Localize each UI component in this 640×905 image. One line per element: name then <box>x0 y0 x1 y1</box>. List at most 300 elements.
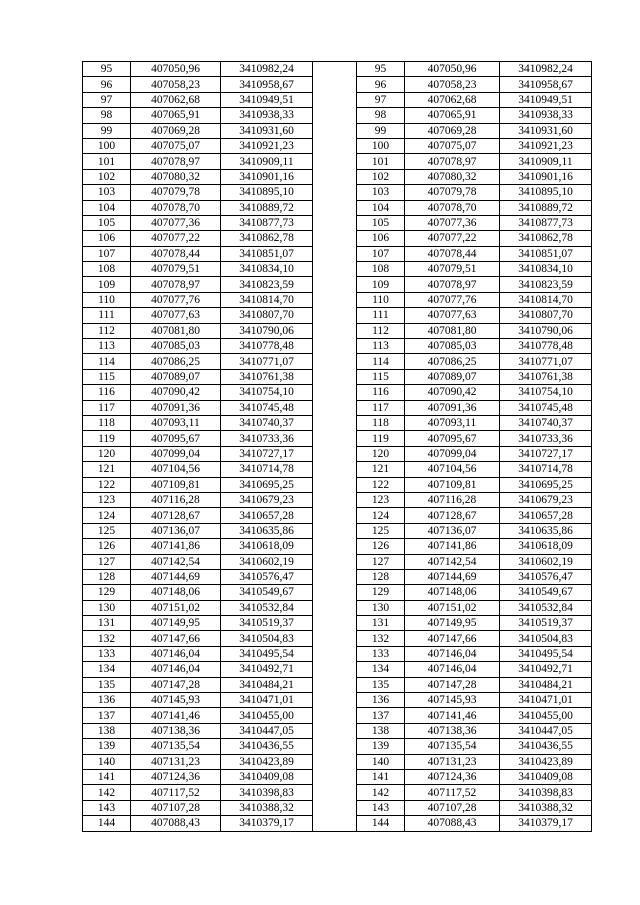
table-row <box>83 200 592 215</box>
right-point-number-cell: 136 <box>357 693 405 708</box>
right-x-coordinate-cell: 407065,91 <box>405 108 500 123</box>
right-y-coordinate-cell: 3410447,05 <box>500 723 592 738</box>
right-x-coordinate-cell: 407085,03 <box>405 339 500 354</box>
right-x-coordinate-cell: 407136,07 <box>405 523 500 538</box>
left-y-coordinate-cell: 3410740,37 <box>221 415 313 430</box>
left-x-coordinate-cell: 407062,68 <box>131 92 221 107</box>
right-x-coordinate-cell: 407151,02 <box>405 600 500 615</box>
column-separator <box>313 446 357 461</box>
right-point-number-cell: 105 <box>357 215 405 230</box>
right-x-coordinate-cell: 407146,04 <box>405 646 500 661</box>
table-row <box>83 62 592 77</box>
column-separator <box>313 739 357 754</box>
left-x-coordinate-cell: 407077,22 <box>131 231 221 246</box>
table-row <box>83 554 592 569</box>
left-point-number-cell: 128 <box>83 569 131 584</box>
right-y-coordinate-cell: 3410602,19 <box>500 554 592 569</box>
left-point-number-cell: 143 <box>83 800 131 815</box>
right-x-coordinate-cell: 407099,04 <box>405 446 500 461</box>
column-separator <box>313 62 357 77</box>
right-y-coordinate-cell: 3410931,60 <box>500 123 592 138</box>
column-separator <box>313 816 357 831</box>
table-row <box>83 169 592 184</box>
column-separator <box>313 400 357 415</box>
left-point-number-cell: 131 <box>83 616 131 631</box>
column-separator <box>313 585 357 600</box>
right-x-coordinate-cell: 407146,04 <box>405 662 500 677</box>
left-x-coordinate-cell: 407065,91 <box>131 108 221 123</box>
left-point-number-cell: 120 <box>83 446 131 461</box>
left-x-coordinate-cell: 407050,96 <box>131 62 221 77</box>
left-x-coordinate-cell: 407151,02 <box>131 600 221 615</box>
column-separator <box>313 523 357 538</box>
left-y-coordinate-cell: 3410695,25 <box>221 477 313 492</box>
left-y-coordinate-cell: 3410814,70 <box>221 292 313 307</box>
left-point-number-cell: 108 <box>83 262 131 277</box>
left-point-number-cell: 113 <box>83 339 131 354</box>
left-x-coordinate-cell: 407141,46 <box>131 708 221 723</box>
right-point-number-cell: 129 <box>357 585 405 600</box>
left-point-number-cell: 126 <box>83 539 131 554</box>
right-x-coordinate-cell: 407077,63 <box>405 308 500 323</box>
left-x-coordinate-cell: 407086,25 <box>131 354 221 369</box>
table-row <box>83 662 592 677</box>
column-separator <box>313 385 357 400</box>
left-x-coordinate-cell: 407069,28 <box>131 123 221 138</box>
right-x-coordinate-cell: 407078,97 <box>405 154 500 169</box>
right-y-coordinate-cell: 3410909,11 <box>500 154 592 169</box>
right-y-coordinate-cell: 3410495,54 <box>500 646 592 661</box>
right-y-coordinate-cell: 3410889,72 <box>500 200 592 215</box>
left-point-number-cell: 130 <box>83 600 131 615</box>
right-point-number-cell: 113 <box>357 339 405 354</box>
left-x-coordinate-cell: 407091,36 <box>131 400 221 415</box>
right-point-number-cell: 122 <box>357 477 405 492</box>
right-point-number-cell: 118 <box>357 415 405 430</box>
left-point-number-cell: 132 <box>83 631 131 646</box>
table-row <box>83 431 592 446</box>
left-point-number-cell: 98 <box>83 108 131 123</box>
left-y-coordinate-cell: 3410771,07 <box>221 354 313 369</box>
left-point-number-cell: 134 <box>83 662 131 677</box>
column-separator <box>313 723 357 738</box>
left-x-coordinate-cell: 407144,69 <box>131 569 221 584</box>
right-x-coordinate-cell: 407069,28 <box>405 123 500 138</box>
column-separator <box>313 185 357 200</box>
left-y-coordinate-cell: 3410901,16 <box>221 169 313 184</box>
table-row <box>83 154 592 169</box>
left-point-number-cell: 137 <box>83 708 131 723</box>
left-x-coordinate-cell: 407117,52 <box>131 785 221 800</box>
left-y-coordinate-cell: 3410834,10 <box>221 262 313 277</box>
coordinate-table-body <box>83 62 592 832</box>
right-point-number-cell: 111 <box>357 308 405 323</box>
left-y-coordinate-cell: 3410895,10 <box>221 185 313 200</box>
table-row <box>83 138 592 153</box>
right-point-number-cell: 140 <box>357 754 405 769</box>
left-point-number-cell: 104 <box>83 200 131 215</box>
left-x-coordinate-cell: 407078,97 <box>131 154 221 169</box>
right-y-coordinate-cell: 3410532,84 <box>500 600 592 615</box>
left-y-coordinate-cell: 3410602,19 <box>221 554 313 569</box>
left-point-number-cell: 127 <box>83 554 131 569</box>
right-x-coordinate-cell: 407075,07 <box>405 138 500 153</box>
table-row <box>83 92 592 107</box>
left-y-coordinate-cell: 3410576,47 <box>221 569 313 584</box>
table-row <box>83 723 592 738</box>
left-point-number-cell: 125 <box>83 523 131 538</box>
left-point-number-cell: 95 <box>83 62 131 77</box>
table-row <box>83 539 592 554</box>
column-separator <box>313 323 357 338</box>
left-point-number-cell: 99 <box>83 123 131 138</box>
right-y-coordinate-cell: 3410519,37 <box>500 616 592 631</box>
right-point-number-cell: 143 <box>357 800 405 815</box>
right-y-coordinate-cell: 3410895,10 <box>500 185 592 200</box>
right-y-coordinate-cell: 3410823,59 <box>500 277 592 292</box>
right-y-coordinate-cell: 3410733,36 <box>500 431 592 446</box>
left-y-coordinate-cell: 3410761,38 <box>221 369 313 384</box>
table-row <box>83 231 592 246</box>
left-y-coordinate-cell: 3410851,07 <box>221 246 313 261</box>
right-x-coordinate-cell: 407050,96 <box>405 62 500 77</box>
left-y-coordinate-cell: 3410379,17 <box>221 816 313 831</box>
table-row <box>83 508 592 523</box>
left-x-coordinate-cell: 407075,07 <box>131 138 221 153</box>
left-point-number-cell: 109 <box>83 277 131 292</box>
right-y-coordinate-cell: 3410745,48 <box>500 400 592 415</box>
table-row <box>83 246 592 261</box>
left-x-coordinate-cell: 407058,23 <box>131 77 221 92</box>
right-x-coordinate-cell: 407149,95 <box>405 616 500 631</box>
right-x-coordinate-cell: 407117,52 <box>405 785 500 800</box>
right-x-coordinate-cell: 407128,67 <box>405 508 500 523</box>
left-y-coordinate-cell: 3410532,84 <box>221 600 313 615</box>
table-row <box>83 616 592 631</box>
column-separator <box>313 339 357 354</box>
right-y-coordinate-cell: 3410484,21 <box>500 677 592 692</box>
left-point-number-cell: 133 <box>83 646 131 661</box>
left-y-coordinate-cell: 3410714,78 <box>221 462 313 477</box>
column-separator <box>313 169 357 184</box>
left-point-number-cell: 129 <box>83 585 131 600</box>
left-point-number-cell: 121 <box>83 462 131 477</box>
column-separator <box>313 785 357 800</box>
left-point-number-cell: 135 <box>83 677 131 692</box>
right-point-number-cell: 108 <box>357 262 405 277</box>
right-y-coordinate-cell: 3410901,16 <box>500 169 592 184</box>
left-y-coordinate-cell: 3410938,33 <box>221 108 313 123</box>
column-separator <box>313 215 357 230</box>
left-x-coordinate-cell: 407148,06 <box>131 585 221 600</box>
left-y-coordinate-cell: 3410484,21 <box>221 677 313 692</box>
left-y-coordinate-cell: 3410635,86 <box>221 523 313 538</box>
table-row <box>83 739 592 754</box>
right-point-number-cell: 114 <box>357 354 405 369</box>
left-point-number-cell: 96 <box>83 77 131 92</box>
right-x-coordinate-cell: 407116,28 <box>405 492 500 507</box>
left-point-number-cell: 116 <box>83 385 131 400</box>
right-y-coordinate-cell: 3410635,86 <box>500 523 592 538</box>
left-x-coordinate-cell: 407095,67 <box>131 431 221 446</box>
table-row <box>83 185 592 200</box>
right-x-coordinate-cell: 407124,36 <box>405 769 500 784</box>
right-y-coordinate-cell: 3410423,89 <box>500 754 592 769</box>
right-point-number-cell: 138 <box>357 723 405 738</box>
right-x-coordinate-cell: 407135,54 <box>405 739 500 754</box>
left-x-coordinate-cell: 407078,97 <box>131 277 221 292</box>
left-x-coordinate-cell: 407099,04 <box>131 446 221 461</box>
table-row <box>83 123 592 138</box>
table-row <box>83 415 592 430</box>
right-x-coordinate-cell: 407095,67 <box>405 431 500 446</box>
left-y-coordinate-cell: 3410447,05 <box>221 723 313 738</box>
right-y-coordinate-cell: 3410814,70 <box>500 292 592 307</box>
right-x-coordinate-cell: 407079,78 <box>405 185 500 200</box>
right-point-number-cell: 97 <box>357 92 405 107</box>
left-y-coordinate-cell: 3410778,48 <box>221 339 313 354</box>
left-point-number-cell: 105 <box>83 215 131 230</box>
left-x-coordinate-cell: 407136,07 <box>131 523 221 538</box>
left-point-number-cell: 112 <box>83 323 131 338</box>
right-x-coordinate-cell: 407090,42 <box>405 385 500 400</box>
right-x-coordinate-cell: 407080,32 <box>405 169 500 184</box>
right-x-coordinate-cell: 407079,51 <box>405 262 500 277</box>
left-point-number-cell: 119 <box>83 431 131 446</box>
right-point-number-cell: 95 <box>357 62 405 77</box>
left-x-coordinate-cell: 407077,76 <box>131 292 221 307</box>
left-x-coordinate-cell: 407135,54 <box>131 739 221 754</box>
left-x-coordinate-cell: 407147,28 <box>131 677 221 692</box>
right-point-number-cell: 106 <box>357 231 405 246</box>
right-x-coordinate-cell: 407058,23 <box>405 77 500 92</box>
left-y-coordinate-cell: 3410727,17 <box>221 446 313 461</box>
column-separator <box>313 554 357 569</box>
left-x-coordinate-cell: 407109,81 <box>131 477 221 492</box>
left-point-number-cell: 103 <box>83 185 131 200</box>
right-y-coordinate-cell: 3410727,17 <box>500 446 592 461</box>
right-y-coordinate-cell: 3410714,78 <box>500 462 592 477</box>
table-row <box>83 446 592 461</box>
column-separator <box>313 277 357 292</box>
left-point-number-cell: 111 <box>83 308 131 323</box>
column-separator <box>313 569 357 584</box>
column-separator <box>313 138 357 153</box>
left-x-coordinate-cell: 407142,54 <box>131 554 221 569</box>
right-y-coordinate-cell: 3410754,10 <box>500 385 592 400</box>
left-y-coordinate-cell: 3410754,10 <box>221 385 313 400</box>
table-row <box>83 769 592 784</box>
right-y-coordinate-cell: 3410949,51 <box>500 92 592 107</box>
right-x-coordinate-cell: 407107,28 <box>405 800 500 815</box>
left-y-coordinate-cell: 3410657,28 <box>221 508 313 523</box>
column-separator <box>313 462 357 477</box>
right-x-coordinate-cell: 407062,68 <box>405 92 500 107</box>
right-point-number-cell: 116 <box>357 385 405 400</box>
table-row <box>83 262 592 277</box>
right-point-number-cell: 96 <box>357 77 405 92</box>
left-point-number-cell: 141 <box>83 769 131 784</box>
column-separator <box>313 477 357 492</box>
table-row <box>83 277 592 292</box>
right-point-number-cell: 119 <box>357 431 405 446</box>
left-x-coordinate-cell: 407141,86 <box>131 539 221 554</box>
table-row <box>83 385 592 400</box>
right-point-number-cell: 142 <box>357 785 405 800</box>
left-x-coordinate-cell: 407104,56 <box>131 462 221 477</box>
left-y-coordinate-cell: 3410436,55 <box>221 739 313 754</box>
left-point-number-cell: 123 <box>83 492 131 507</box>
column-separator <box>313 693 357 708</box>
column-separator <box>313 431 357 446</box>
right-point-number-cell: 101 <box>357 154 405 169</box>
left-x-coordinate-cell: 407116,28 <box>131 492 221 507</box>
right-y-coordinate-cell: 3410436,55 <box>500 739 592 754</box>
right-y-coordinate-cell: 3410790,06 <box>500 323 592 338</box>
left-point-number-cell: 102 <box>83 169 131 184</box>
right-y-coordinate-cell: 3410398,83 <box>500 785 592 800</box>
left-y-coordinate-cell: 3410388,32 <box>221 800 313 815</box>
right-point-number-cell: 133 <box>357 646 405 661</box>
left-x-coordinate-cell: 407077,36 <box>131 215 221 230</box>
right-point-number-cell: 120 <box>357 446 405 461</box>
right-point-number-cell: 131 <box>357 616 405 631</box>
right-y-coordinate-cell: 3410807,70 <box>500 308 592 323</box>
left-y-coordinate-cell: 3410549,67 <box>221 585 313 600</box>
right-point-number-cell: 104 <box>357 200 405 215</box>
table-row <box>83 677 592 692</box>
right-y-coordinate-cell: 3410549,67 <box>500 585 592 600</box>
table-row <box>83 215 592 230</box>
right-point-number-cell: 132 <box>357 631 405 646</box>
right-point-number-cell: 112 <box>357 323 405 338</box>
left-point-number-cell: 139 <box>83 739 131 754</box>
left-y-coordinate-cell: 3410423,89 <box>221 754 313 769</box>
right-point-number-cell: 109 <box>357 277 405 292</box>
left-point-number-cell: 100 <box>83 138 131 153</box>
coordinate-table <box>82 61 592 832</box>
right-point-number-cell: 100 <box>357 138 405 153</box>
right-x-coordinate-cell: 407141,86 <box>405 539 500 554</box>
right-point-number-cell: 139 <box>357 739 405 754</box>
left-x-coordinate-cell: 407085,03 <box>131 339 221 354</box>
column-separator <box>313 108 357 123</box>
left-x-coordinate-cell: 407090,42 <box>131 385 221 400</box>
left-point-number-cell: 124 <box>83 508 131 523</box>
right-point-number-cell: 128 <box>357 569 405 584</box>
table-row <box>83 492 592 507</box>
right-x-coordinate-cell: 407077,36 <box>405 215 500 230</box>
column-separator <box>313 616 357 631</box>
left-x-coordinate-cell: 407147,66 <box>131 631 221 646</box>
left-y-coordinate-cell: 3410889,72 <box>221 200 313 215</box>
right-point-number-cell: 121 <box>357 462 405 477</box>
column-separator <box>313 800 357 815</box>
left-point-number-cell: 136 <box>83 693 131 708</box>
left-y-coordinate-cell: 3410409,08 <box>221 769 313 784</box>
left-y-coordinate-cell: 3410949,51 <box>221 92 313 107</box>
column-separator <box>313 708 357 723</box>
right-x-coordinate-cell: 407078,70 <box>405 200 500 215</box>
column-separator <box>313 754 357 769</box>
table-row <box>83 754 592 769</box>
left-y-coordinate-cell: 3410679,23 <box>221 492 313 507</box>
left-x-coordinate-cell: 407093,11 <box>131 415 221 430</box>
right-point-number-cell: 124 <box>357 508 405 523</box>
left-x-coordinate-cell: 407146,04 <box>131 646 221 661</box>
left-point-number-cell: 140 <box>83 754 131 769</box>
left-point-number-cell: 117 <box>83 400 131 415</box>
table-row <box>83 308 592 323</box>
column-separator <box>313 92 357 107</box>
right-y-coordinate-cell: 3410982,24 <box>500 62 592 77</box>
column-separator <box>313 123 357 138</box>
right-x-coordinate-cell: 407077,22 <box>405 231 500 246</box>
left-y-coordinate-cell: 3410982,24 <box>221 62 313 77</box>
left-point-number-cell: 115 <box>83 369 131 384</box>
left-point-number-cell: 122 <box>83 477 131 492</box>
left-x-coordinate-cell: 407107,28 <box>131 800 221 815</box>
right-point-number-cell: 107 <box>357 246 405 261</box>
right-y-coordinate-cell: 3410409,08 <box>500 769 592 784</box>
left-y-coordinate-cell: 3410519,37 <box>221 616 313 631</box>
left-point-number-cell: 142 <box>83 785 131 800</box>
column-separator <box>313 292 357 307</box>
table-row <box>83 523 592 538</box>
left-point-number-cell: 118 <box>83 415 131 430</box>
table-row <box>83 108 592 123</box>
table-row <box>83 339 592 354</box>
right-x-coordinate-cell: 407089,07 <box>405 369 500 384</box>
table-row <box>83 569 592 584</box>
right-point-number-cell: 125 <box>357 523 405 538</box>
right-y-coordinate-cell: 3410657,28 <box>500 508 592 523</box>
right-point-number-cell: 117 <box>357 400 405 415</box>
left-x-coordinate-cell: 407081,80 <box>131 323 221 338</box>
left-y-coordinate-cell: 3410733,36 <box>221 431 313 446</box>
column-separator <box>313 154 357 169</box>
right-y-coordinate-cell: 3410740,37 <box>500 415 592 430</box>
right-y-coordinate-cell: 3410834,10 <box>500 262 592 277</box>
right-x-coordinate-cell: 407091,36 <box>405 400 500 415</box>
right-y-coordinate-cell: 3410938,33 <box>500 108 592 123</box>
column-separator <box>313 354 357 369</box>
right-point-number-cell: 135 <box>357 677 405 692</box>
right-x-coordinate-cell: 407148,06 <box>405 585 500 600</box>
table-row <box>83 77 592 92</box>
right-y-coordinate-cell: 3410679,23 <box>500 492 592 507</box>
right-y-coordinate-cell: 3410455,00 <box>500 708 592 723</box>
right-x-coordinate-cell: 407141,46 <box>405 708 500 723</box>
left-x-coordinate-cell: 407089,07 <box>131 369 221 384</box>
left-x-coordinate-cell: 407128,67 <box>131 508 221 523</box>
right-point-number-cell: 144 <box>357 816 405 831</box>
right-x-coordinate-cell: 407078,97 <box>405 277 500 292</box>
right-y-coordinate-cell: 3410388,32 <box>500 800 592 815</box>
right-point-number-cell: 127 <box>357 554 405 569</box>
left-y-coordinate-cell: 3410931,60 <box>221 123 313 138</box>
left-x-coordinate-cell: 407146,04 <box>131 662 221 677</box>
table-row <box>83 369 592 384</box>
left-y-coordinate-cell: 3410398,83 <box>221 785 313 800</box>
left-point-number-cell: 107 <box>83 246 131 261</box>
left-y-coordinate-cell: 3410790,06 <box>221 323 313 338</box>
left-x-coordinate-cell: 407088,43 <box>131 816 221 831</box>
column-separator <box>313 646 357 661</box>
right-point-number-cell: 110 <box>357 292 405 307</box>
table-row <box>83 631 592 646</box>
table-row <box>83 646 592 661</box>
